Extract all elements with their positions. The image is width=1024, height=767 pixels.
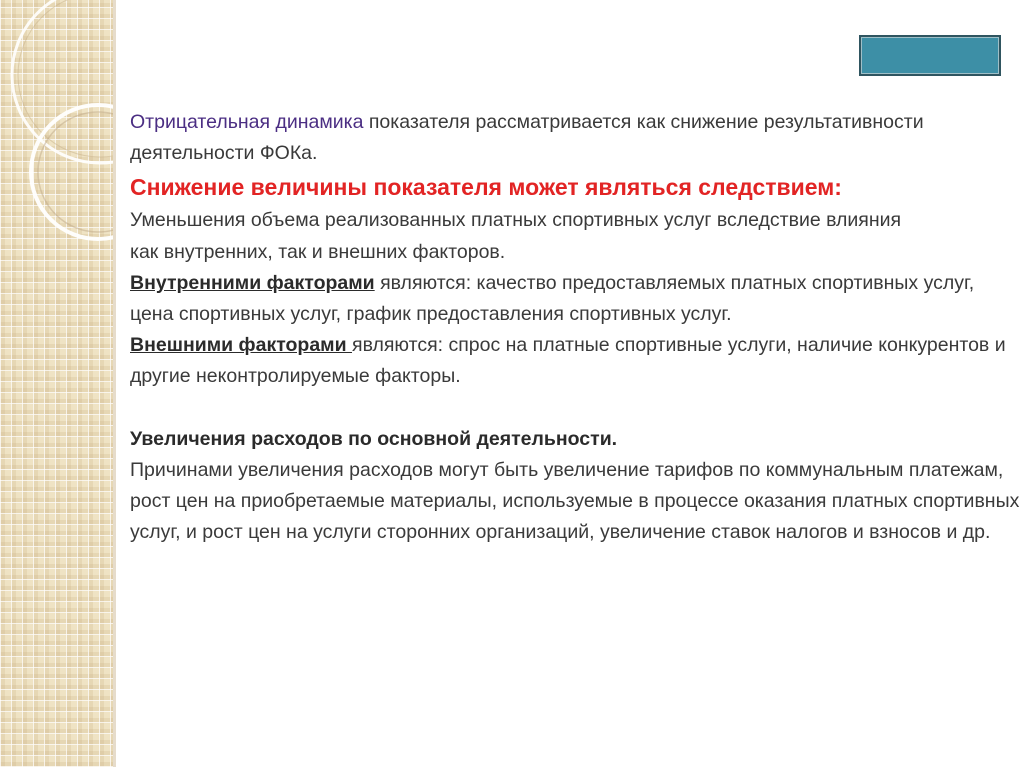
negative-dynamics-text: показателя рассматривается как снижение результативности деятельности ФОКа. (130, 111, 924, 165)
negative-dynamics-highlight: Отрицательная динамика (130, 111, 364, 133)
side-divider (113, 0, 116, 767)
paragraph-internal-factors (130, 268, 1020, 330)
spacer (130, 393, 1020, 424)
decorative-rings (0, 0, 113, 767)
decorative-side-panel (0, 0, 113, 767)
paragraph-decrease-line2: как внутренних, так и внешних факторов. (130, 240, 506, 263)
paragraph-negative-dynamics (130, 107, 1020, 169)
paragraph-external-factors (130, 330, 1020, 392)
paragraph-decrease-line1: Уменьшения объема реализованных платных спортивных услуг вследствие влияния (130, 209, 902, 232)
internal-factors-text: являются: качество предоставляемых платных спортивных услуг, цена спортивных услуг, график предоставления спортивных услуг. (130, 271, 975, 326)
external-factors-text: являются: спрос на платные спортивные услуги, наличие конкурентов и другие неконтролируемые факторы. (130, 334, 1006, 388)
decrease-heading: Снижение величины показателя может являться следствием: (130, 174, 842, 201)
paragraph-expenses: Причинами увеличения расходов могут быть увеличение тарифов по коммунальным платежам, рост цен на приобретаемые материалы, используемые в процессе оказания платных спортивных услуг, и рост цен на услуги сторонних организаций, увеличение ставок налогов и взносов и др. (130, 458, 1020, 544)
external-factors-label: Внешними факторами (130, 334, 353, 357)
slide-content (130, 107, 1020, 548)
expenses-heading: Увеличения расходов по основной деятельности. (130, 427, 618, 450)
corner-accent-box (859, 35, 1001, 76)
internal-factors-label: Внутренними факторами (130, 271, 375, 294)
